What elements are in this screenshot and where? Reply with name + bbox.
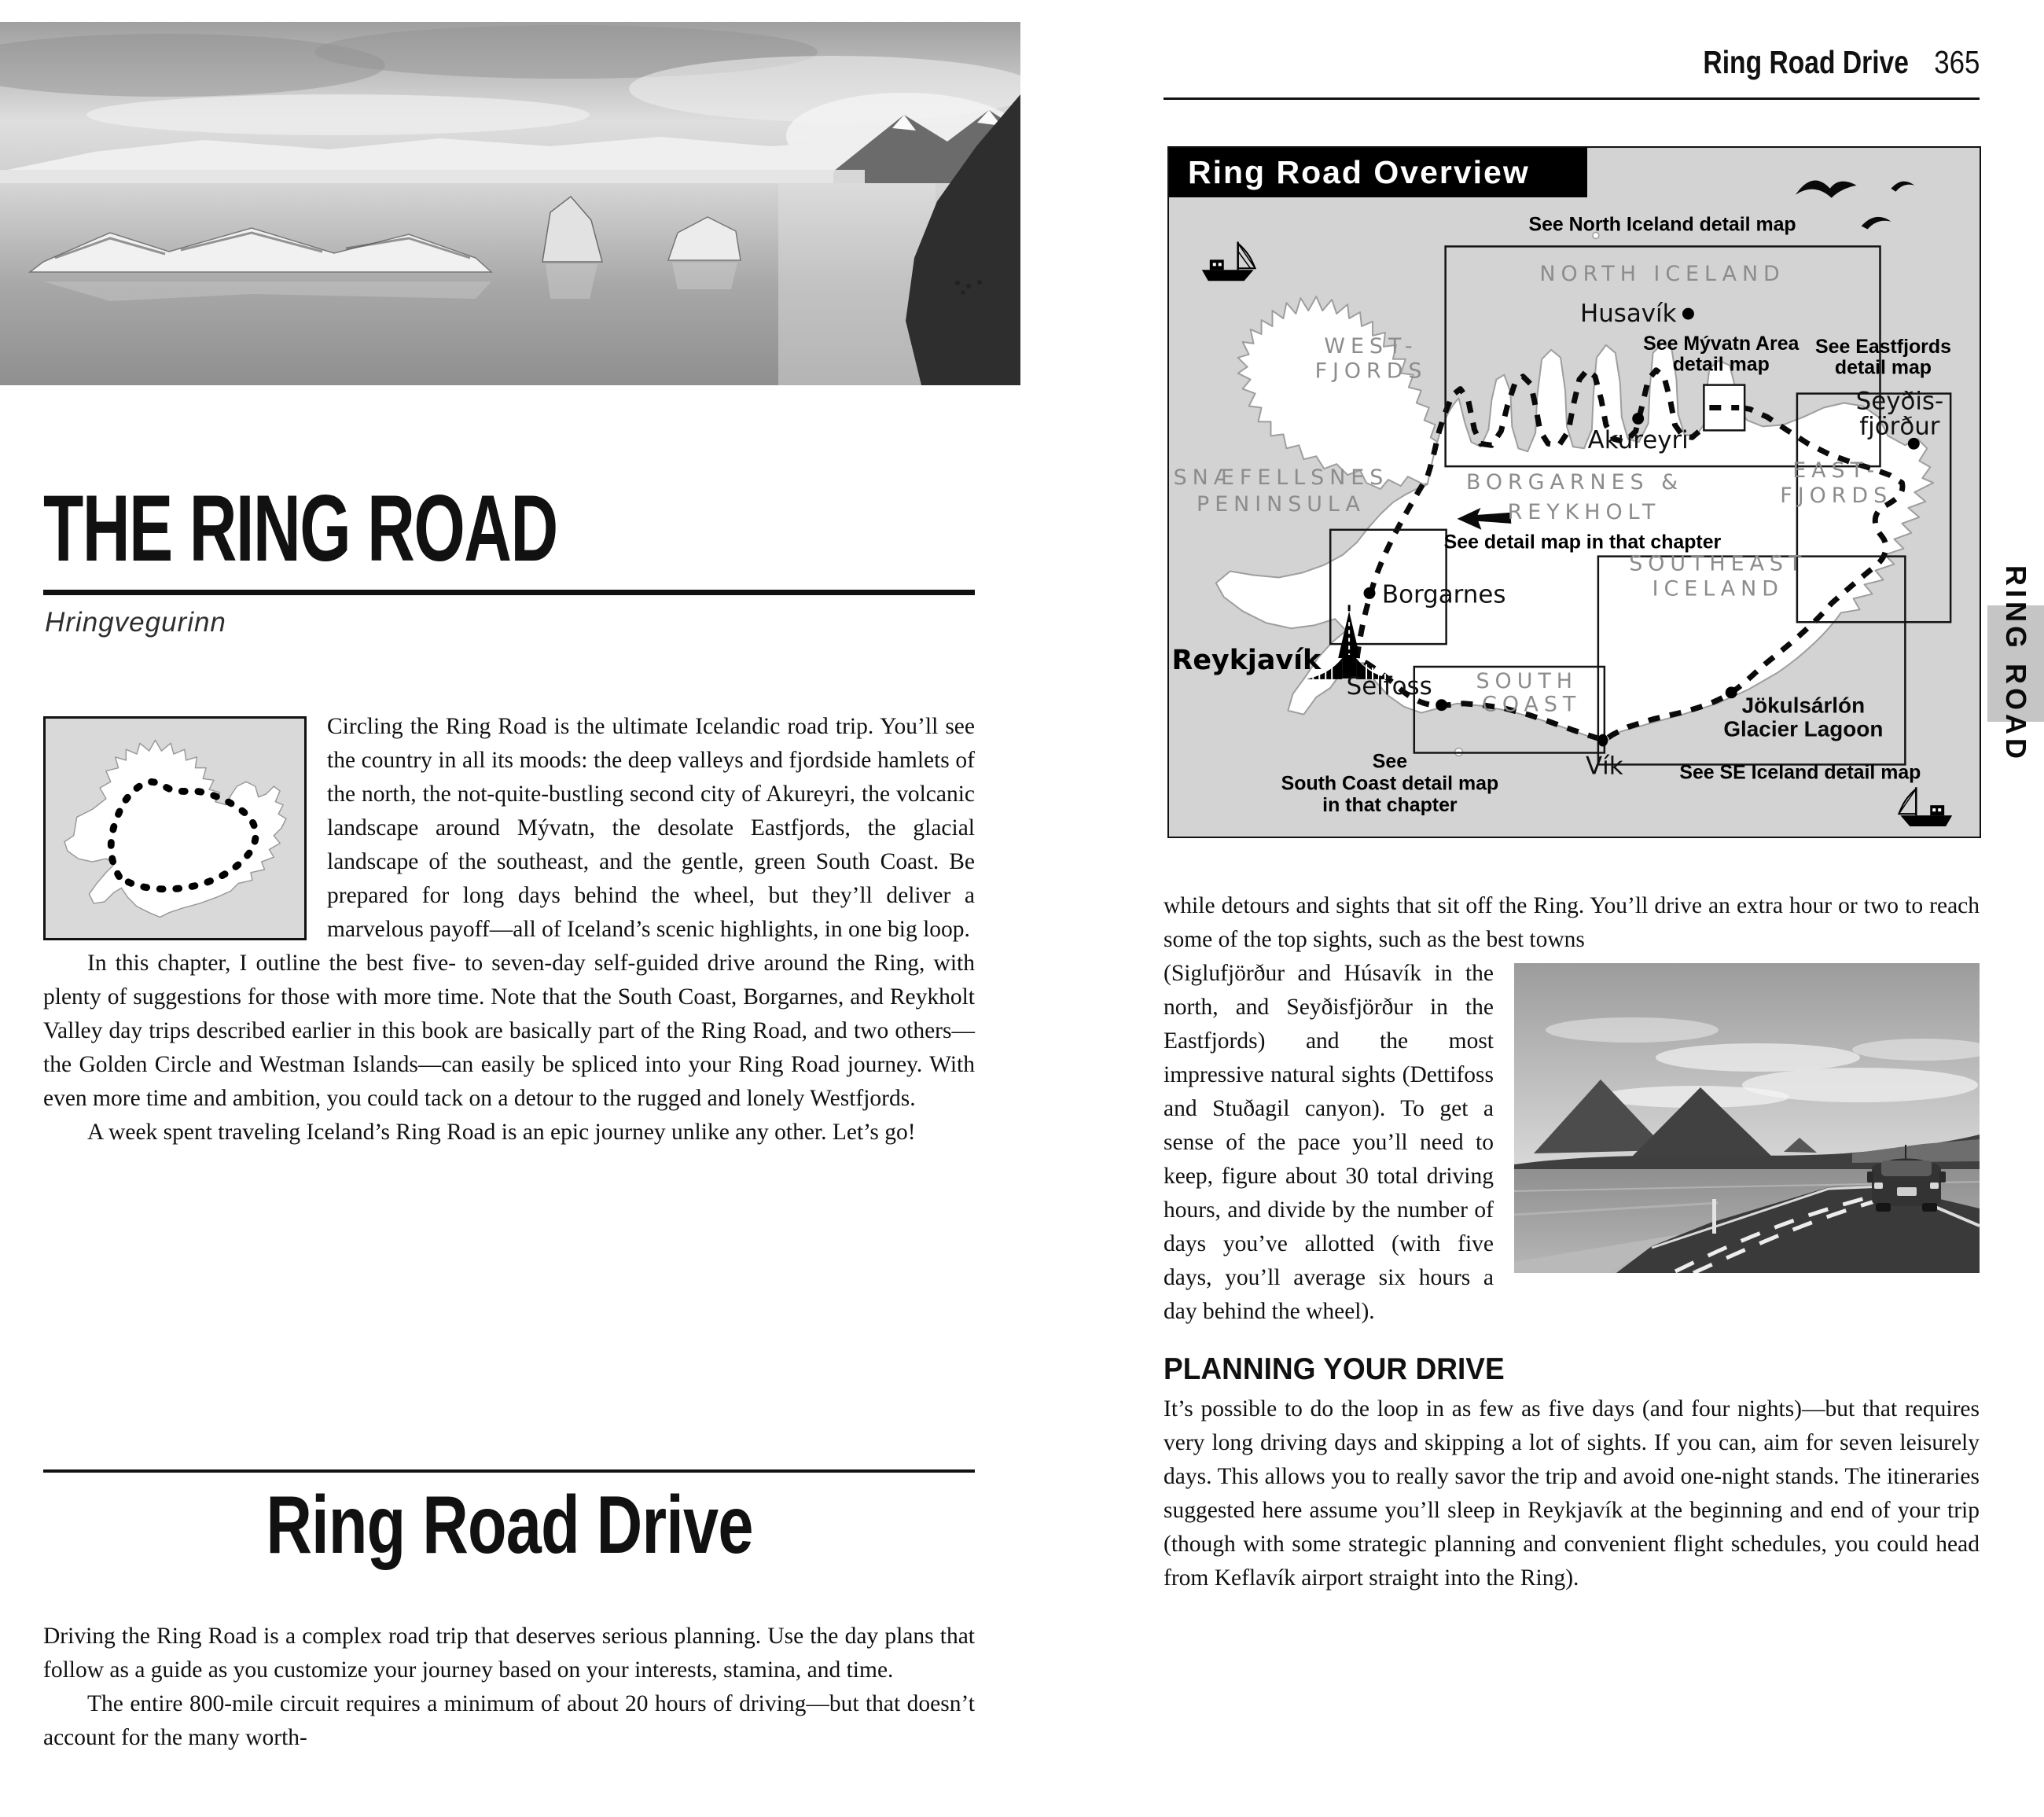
map-label-borgarnes-: BORGARNES & bbox=[1465, 470, 1684, 495]
continuation-paragraph-1: while detours and sights that sit off the Ring. You’ll drive an extra hour or two to reach some of the top sights, such as the best towns bbox=[1164, 893, 1980, 952]
section-title bbox=[43, 1480, 975, 1571]
running-head-rule bbox=[1164, 97, 1980, 100]
map-label-sey-is-: Seyðis- bbox=[1855, 387, 1944, 416]
map-label-borgarnes: Borgarnes bbox=[1381, 580, 1506, 609]
map-label-v-k: Vík bbox=[1586, 752, 1623, 781]
map-label-j-kuls-rl-n: Jökulsárlón bbox=[1741, 693, 1866, 718]
ring-road-thumbnail-map bbox=[43, 716, 307, 940]
seabird-icons bbox=[1796, 181, 1914, 230]
map-label-selfoss: Selfoss bbox=[1346, 671, 1432, 701]
chapter-title bbox=[43, 476, 975, 591]
intro-paragraph-3: A week spent traveling Iceland’s Ring Road is an epic journey unlike any other. Let’s go! bbox=[87, 1120, 916, 1145]
map-label-glacier-lagoon: Glacier Lagoon bbox=[1723, 716, 1884, 741]
fishing-boat-icon bbox=[1899, 787, 1952, 826]
intro-text-block bbox=[43, 710, 975, 1149]
wrapped-text-with-photo bbox=[1164, 957, 1980, 1329]
map-label-south-coast-detail-map: South Coast detail map bbox=[1281, 772, 1499, 795]
side-tab-label: RING ROAD bbox=[2000, 565, 2032, 763]
fishing-boat-icon bbox=[1202, 241, 1255, 281]
road-photo-illustration bbox=[1514, 963, 1980, 1273]
map-label-see: See bbox=[1372, 750, 1408, 773]
iceland-outline-icon bbox=[46, 719, 304, 938]
map-label-in-that-chapter: in that chapter bbox=[1322, 794, 1458, 817]
map-title: Ring Road Overview bbox=[1169, 148, 1587, 197]
borgarnes-dot bbox=[1364, 587, 1376, 599]
ring-road-overview-map bbox=[1167, 146, 1981, 838]
map-label-fj-r-ur: fjörður bbox=[1859, 412, 1940, 441]
running-head bbox=[1164, 44, 1980, 81]
westfjords-landmass bbox=[1238, 296, 1445, 489]
map-label-see-north-iceland-detail-map: See North Iceland detail map bbox=[1528, 213, 1796, 236]
map-label-coast: COAST bbox=[1482, 692, 1582, 717]
continuation-paragraph-2: (Siglufjörður and Húsavík in the north, and Seyðisfjörður in the Eastfjords) and the most impressive natural sights (Dettifoss and Stuðagil canyon). To get a sense of the pace you’ll need to keep, figure about 30 total driving hours, and divide by the number of days you’ve allotted (with five days, you’ll average six hours a day behind the wheel). bbox=[1164, 961, 1494, 1324]
section-title-text: Ring Road Drive bbox=[265, 1480, 753, 1571]
section-paragraph-2: The entire 800-mile circuit requires a minimum of about 20 hours of driving—but that doesn’t account for the many worth- bbox=[43, 1691, 975, 1750]
overview-map-canvas bbox=[1169, 148, 1980, 837]
map-label-fjords: FJORDS bbox=[1780, 483, 1893, 508]
map-label-southeast: SOUTHEAST bbox=[1629, 551, 1807, 576]
map-label-north-iceland: NORTH ICELAND bbox=[1539, 262, 1785, 287]
ring-road-driving-photo bbox=[1514, 963, 1980, 1273]
section-rule bbox=[43, 1469, 975, 1473]
map-label-see-m-vatn-area: See Mývatn Area bbox=[1643, 332, 1800, 355]
map-label-see-eastfjords: See Eastfjords bbox=[1815, 335, 1951, 358]
map-label-akureyri: Akureyri bbox=[1587, 426, 1689, 455]
title-rule bbox=[43, 590, 975, 595]
section-paragraph-1: Driving the Ring Road is a complex road trip that deserves serious planning. Use the day plans that follow as a guide as you customize your journey based on your interests, stamina, and time. bbox=[43, 1624, 975, 1683]
map-label-reykholt: REYKHOLT bbox=[1507, 499, 1661, 524]
map-label-detail-map: detail map bbox=[1834, 356, 1932, 379]
map-label-see-detail-map-in-that-chapter: See detail map in that chapter bbox=[1443, 531, 1722, 554]
planning-paragraph-1: It’s possible to do the loop in as few as five days (and four nights)—but that requires very long driving days and skipping a lot of sights. If you can, aim for seven leisurely days. This allows you to really savor the trip and avoid one-night stands. The itineraries suggested here assume you’ll sleep in Reykjavík at the beginning and end of your trip (though with some strategic planning and convenient flight schedules, you could head from Keflavík airport straight into the Ring). bbox=[1164, 1396, 1980, 1591]
map-label-fjords: FJORDS bbox=[1314, 359, 1428, 384]
map-label-iceland: ICELAND bbox=[1652, 576, 1784, 601]
map-label-west-: WEST- bbox=[1324, 333, 1418, 359]
running-head-title: Ring Road Drive bbox=[1703, 44, 1909, 80]
map-label-reykjav-k: Reykjavík bbox=[1171, 644, 1322, 676]
map-label-east-: EAST- bbox=[1792, 458, 1880, 484]
section-text-block bbox=[43, 1620, 975, 1755]
glacier-lagoon-illustration bbox=[0, 22, 1020, 385]
map-label-detail-map: detail map bbox=[1672, 353, 1770, 376]
akureyri-dot bbox=[1632, 413, 1644, 425]
map-label-see-se-iceland-detail-map: See SE Iceland detail map bbox=[1679, 761, 1921, 784]
vik-dot bbox=[1597, 734, 1608, 747]
planning-your-drive-heading: PLANNING YOUR DRIVE bbox=[1164, 1352, 1505, 1386]
chapter-subtitle: Hringvegurinn bbox=[45, 607, 226, 638]
intro-paragraph-2: In this chapter, I outline the best five- to seven-day self-guided drive around the Ring, with plenty of suggestions for those with more time. Note that the South Coast, Borgarnes, and Reykholt Valley day trips described earlier in this book are basically part of the Ring Road, and two others—the Golden Circle and Westman Islands—can easily be spliced into your Ring Road journey. With even more time and ambition, you could tack on a detour to the rugged and lonely Westfjords. bbox=[43, 951, 975, 1111]
map-label-sn-fellsnes: SNÆFELLSNES bbox=[1173, 465, 1389, 491]
husavik-dot bbox=[1682, 308, 1694, 320]
glacier-lagoon-photo bbox=[0, 22, 1020, 385]
chapter-title-text: THE RING ROAD bbox=[43, 476, 557, 581]
right-text-column bbox=[1164, 889, 1980, 1595]
selfoss-dot bbox=[1436, 699, 1447, 711]
intro-paragraph-1: Circling the Ring Road is the ultimate Icelandic road trip. You’ll see the country in all its moods: the deep valleys and fjordside hamlets of the north, the not-quite-bustling second city of Akureyri, the volcanic landscape around Mývatn, the desolate Eastfjords, the glacial landscape of the southeast, and the gentle, green South Coast. Be prepared for long days behind the wheel, but they’ll deliver a marvelous payoff—all of Iceland’s scenic highlights, in one big loop. bbox=[327, 714, 975, 942]
map-label-south: SOUTH bbox=[1476, 668, 1578, 693]
map-label-peninsula: PENINSULA bbox=[1197, 491, 1366, 517]
page-number: 365 bbox=[1933, 44, 1980, 80]
map-label-husav-k: Husavík bbox=[1579, 300, 1677, 328]
jokulsarlon-dot bbox=[1726, 686, 1737, 698]
chapter-side-tab bbox=[1987, 565, 2044, 763]
right-page bbox=[1022, 0, 2044, 1817]
